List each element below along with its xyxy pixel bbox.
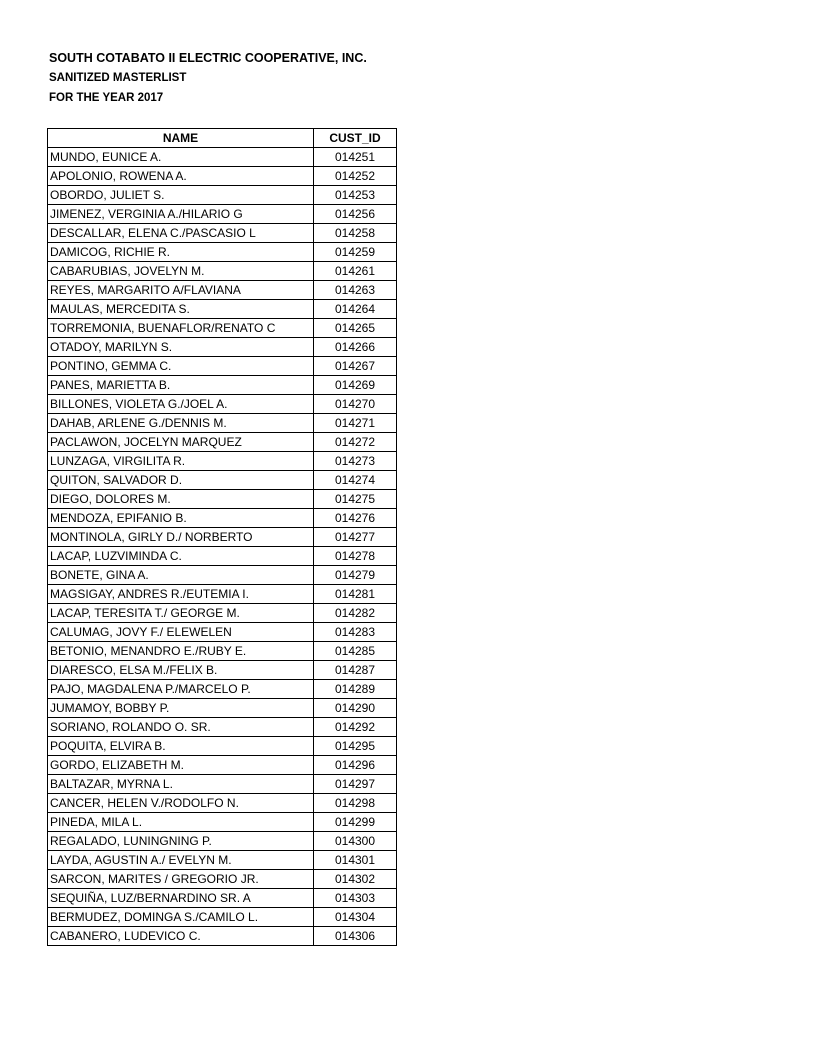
customer-id-cell: 014271 xyxy=(314,414,397,433)
customer-name-cell: BALTAZAR, MYRNA L. xyxy=(48,775,314,794)
customer-id-cell: 014267 xyxy=(314,357,397,376)
customer-id-cell: 014261 xyxy=(314,262,397,281)
table-body xyxy=(48,148,397,946)
table-row xyxy=(48,813,397,832)
table-row xyxy=(48,623,397,642)
customer-name-cell: LACAP, LUZVIMINDA C. xyxy=(48,547,314,566)
table-row xyxy=(48,376,397,395)
customer-id-cell: 014270 xyxy=(314,395,397,414)
customer-name-cell: BONETE, GINA A. xyxy=(48,566,314,585)
customer-id-cell: 014285 xyxy=(314,642,397,661)
customer-id-cell: 014306 xyxy=(314,927,397,946)
customer-id-cell: 014289 xyxy=(314,680,397,699)
customer-id-cell: 014296 xyxy=(314,756,397,775)
table-row xyxy=(48,224,397,243)
document-subtitle: SANITIZED MASTERLIST xyxy=(49,72,187,84)
customer-name-cell: JUMAMOY, BOBBY P. xyxy=(48,699,314,718)
customer-id-cell: 014273 xyxy=(314,452,397,471)
customer-name-cell: APOLONIO, ROWENA A. xyxy=(48,167,314,186)
table-row xyxy=(48,167,397,186)
customer-id-cell: 014265 xyxy=(314,319,397,338)
customer-name-cell: PANES, MARIETTA B. xyxy=(48,376,314,395)
table-row xyxy=(48,547,397,566)
customer-name-cell: DESCALLAR, ELENA C./PASCASIO L xyxy=(48,224,314,243)
customer-id-cell: 014274 xyxy=(314,471,397,490)
table-row xyxy=(48,338,397,357)
table-row xyxy=(48,433,397,452)
customer-name-cell: LUNZAGA, VIRGILITA R. xyxy=(48,452,314,471)
customer-name-cell: REYES, MARGARITO A/FLAVIANA xyxy=(48,281,314,300)
customer-id-cell: 014282 xyxy=(314,604,397,623)
table-row xyxy=(48,908,397,927)
column-header-cust-id: CUST_ID xyxy=(314,129,397,148)
customer-id-cell: 014303 xyxy=(314,889,397,908)
customer-name-cell: PONTINO, GEMMA C. xyxy=(48,357,314,376)
customer-id-cell: 014292 xyxy=(314,718,397,737)
customer-id-cell: 014269 xyxy=(314,376,397,395)
customer-name-cell: POQUITA, ELVIRA B. xyxy=(48,737,314,756)
customer-id-cell: 014276 xyxy=(314,509,397,528)
customer-id-cell: 014259 xyxy=(314,243,397,262)
customer-name-cell: CALUMAG, JOVY F./ ELEWELEN xyxy=(48,623,314,642)
table-row xyxy=(48,281,397,300)
customer-name-cell: CABARUBIAS, JOVELYN M. xyxy=(48,262,314,281)
customer-id-cell: 014298 xyxy=(314,794,397,813)
customer-id-cell: 014266 xyxy=(314,338,397,357)
customer-id-cell: 014281 xyxy=(314,585,397,604)
customer-name-cell: SORIANO, ROLANDO O. SR. xyxy=(48,718,314,737)
customer-id-cell: 014277 xyxy=(314,528,397,547)
customer-id-cell: 014263 xyxy=(314,281,397,300)
customer-id-cell: 014297 xyxy=(314,775,397,794)
customer-name-cell: MENDOZA, EPIFANIO B. xyxy=(48,509,314,528)
table-row xyxy=(48,243,397,262)
customer-name-cell: QUITON, SALVADOR D. xyxy=(48,471,314,490)
customer-id-cell: 014302 xyxy=(314,870,397,889)
table-row xyxy=(48,927,397,946)
customer-name-cell: TORREMONIA, BUENAFLOR/RENATO C xyxy=(48,319,314,338)
customer-id-cell: 014272 xyxy=(314,433,397,452)
customer-name-cell: MAULAS, MERCEDITA S. xyxy=(48,300,314,319)
table-row xyxy=(48,794,397,813)
customer-name-cell: SEQUIÑA, LUZ/BERNARDINO SR. A xyxy=(48,889,314,908)
table-row xyxy=(48,319,397,338)
customer-id-cell: 014252 xyxy=(314,167,397,186)
table-row xyxy=(48,300,397,319)
customer-id-cell: 014264 xyxy=(314,300,397,319)
customer-id-cell: 014287 xyxy=(314,661,397,680)
customer-name-cell: MUNDO, EUNICE A. xyxy=(48,148,314,167)
customer-name-cell: PAJO, MAGDALENA P./MARCELO P. xyxy=(48,680,314,699)
year-line: FOR THE YEAR 2017 xyxy=(49,92,164,104)
customer-id-cell: 014251 xyxy=(314,148,397,167)
table-row xyxy=(48,642,397,661)
table-row xyxy=(48,756,397,775)
table-row xyxy=(48,414,397,433)
table-row xyxy=(48,832,397,851)
table-row xyxy=(48,585,397,604)
table-row xyxy=(48,889,397,908)
table-row xyxy=(48,661,397,680)
customer-name-cell: OBORDO, JULIET S. xyxy=(48,186,314,205)
customer-name-cell: CANCER, HELEN V./RODOLFO N. xyxy=(48,794,314,813)
table-row xyxy=(48,452,397,471)
table-row xyxy=(48,680,397,699)
table-row xyxy=(48,395,397,414)
customer-name-cell: DIEGO, DOLORES M. xyxy=(48,490,314,509)
customer-name-cell: GORDO, ELIZABETH M. xyxy=(48,756,314,775)
customer-id-cell: 014290 xyxy=(314,699,397,718)
customer-name-cell: PACLAWON, JOCELYN MARQUEZ xyxy=(48,433,314,452)
customer-id-cell: 014258 xyxy=(314,224,397,243)
customer-name-cell: MONTINOLA, GIRLY D./ NORBERTO xyxy=(48,528,314,547)
customer-name-cell: DAMICOG, RICHIE R. xyxy=(48,243,314,262)
table-row xyxy=(48,509,397,528)
customer-name-cell: PINEDA, MILA L. xyxy=(48,813,314,832)
customer-id-cell: 014299 xyxy=(314,813,397,832)
company-title: SOUTH COTABATO II ELECTRIC COOPERATIVE, INC. xyxy=(49,51,367,65)
customer-id-cell: 014300 xyxy=(314,832,397,851)
customer-name-cell: OTADOY, MARILYN S. xyxy=(48,338,314,357)
document-header xyxy=(49,50,367,107)
table-row xyxy=(48,718,397,737)
customer-id-cell: 014301 xyxy=(314,851,397,870)
customer-name-cell: CABANERO, LUDEVICO C. xyxy=(48,927,314,946)
customer-name-cell: MAGSIGAY, ANDRES R./EUTEMIA I. xyxy=(48,585,314,604)
table-header-row xyxy=(48,129,397,148)
customer-name-cell: LAYDA, AGUSTIN A./ EVELYN M. xyxy=(48,851,314,870)
table-row xyxy=(48,357,397,376)
customer-id-cell: 014278 xyxy=(314,547,397,566)
table-row xyxy=(48,566,397,585)
customer-id-cell: 014253 xyxy=(314,186,397,205)
customer-name-cell: SARCON, MARITES / GREGORIO JR. xyxy=(48,870,314,889)
table-row xyxy=(48,490,397,509)
table-row xyxy=(48,471,397,490)
customer-name-cell: BETONIO, MENANDRO E./RUBY E. xyxy=(48,642,314,661)
customer-name-cell: DIARESCO, ELSA M./FELIX B. xyxy=(48,661,314,680)
table-row xyxy=(48,528,397,547)
table-row xyxy=(48,870,397,889)
table-row xyxy=(48,148,397,167)
customer-name-cell: BERMUDEZ, DOMINGA S./CAMILO L. xyxy=(48,908,314,927)
customer-id-cell: 014283 xyxy=(314,623,397,642)
masterlist-table xyxy=(47,128,397,946)
table-row xyxy=(48,699,397,718)
customer-id-cell: 014304 xyxy=(314,908,397,927)
table-row xyxy=(48,262,397,281)
customer-id-cell: 014279 xyxy=(314,566,397,585)
customer-name-cell: JIMENEZ, VERGINIA A./HILARIO G xyxy=(48,205,314,224)
customer-name-cell: REGALADO, LUNINGNING P. xyxy=(48,832,314,851)
customer-name-cell: LACAP, TERESITA T./ GEORGE M. xyxy=(48,604,314,623)
customer-name-cell: BILLONES, VIOLETA G./JOEL A. xyxy=(48,395,314,414)
customer-id-cell: 014256 xyxy=(314,205,397,224)
table-row xyxy=(48,775,397,794)
table-row xyxy=(48,205,397,224)
table-row xyxy=(48,737,397,756)
customer-id-cell: 014275 xyxy=(314,490,397,509)
table-row xyxy=(48,604,397,623)
customer-id-cell: 014295 xyxy=(314,737,397,756)
table-row xyxy=(48,851,397,870)
column-header-name: NAME xyxy=(48,129,314,148)
customer-name-cell: DAHAB, ARLENE G./DENNIS M. xyxy=(48,414,314,433)
table-row xyxy=(48,186,397,205)
